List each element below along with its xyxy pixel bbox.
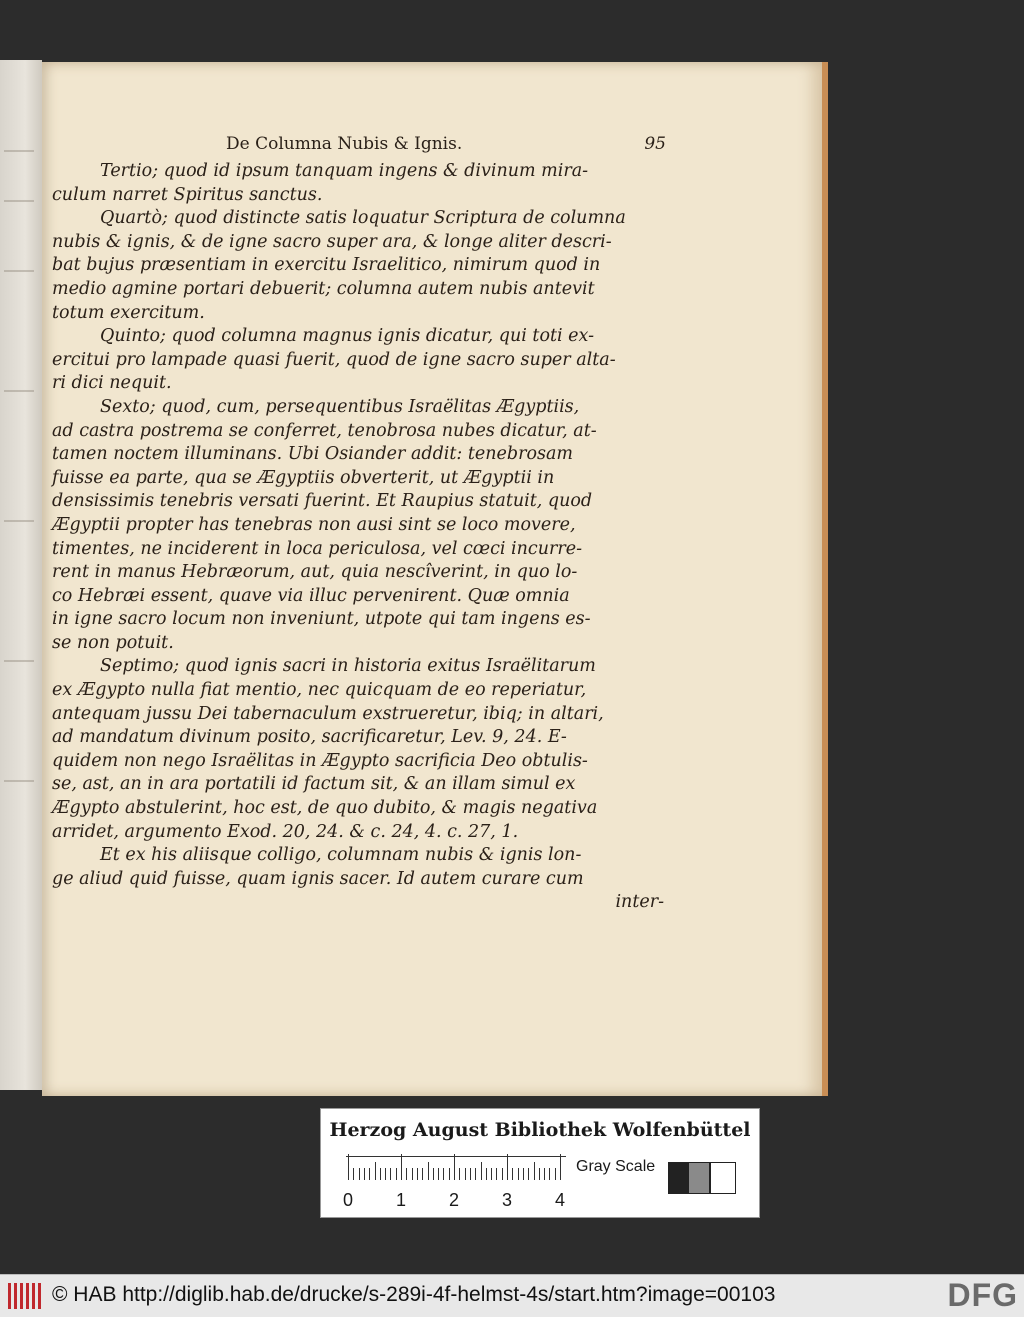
text-line: culum narret Spiritus sanctus.	[52, 184, 323, 205]
ruler-tick	[544, 1168, 545, 1180]
text-line: ercitui pro lampade quasi fuerit, quod de igne sacro super alta-	[52, 349, 616, 370]
ruler-tick	[518, 1168, 519, 1180]
text-line: quidem non nego Israëlitas in Ægypto sacrificia Deo obtulis-	[52, 750, 588, 771]
text-line: fuisse ea parte, qua se Ægyptiis obverterit, ut Ægyptii in	[52, 467, 555, 488]
text-line: bat bujus præsentiam in exercitu Israelitico, nimirum quod in	[52, 255, 601, 276]
text-line: timentes, ne inciderent in loca periculosa, vel cœci incurre-	[52, 538, 582, 559]
library-name: Herzog August Bibliothek Wolfenbüttel	[329, 1119, 751, 1141]
folio-number: 95	[644, 134, 666, 154]
ruler-tick	[470, 1168, 471, 1180]
ruler-number: 4	[555, 1190, 566, 1210]
page-text	[52, 160, 664, 915]
running-title: De Columna Nubis & Ignis.	[226, 134, 463, 154]
gray-scale-label: Gray Scale	[576, 1158, 656, 1175]
ruler-tick	[496, 1168, 497, 1180]
ruler-tick	[406, 1168, 407, 1180]
ruler-tick	[539, 1168, 540, 1180]
text-line: co Hebræi essent, quave via illuc pervenirent. Quæ omnia	[52, 585, 570, 606]
text-line: ri dici nequit.	[52, 373, 172, 394]
ruler-tick	[502, 1168, 503, 1180]
text-line: ex Ægypto nulla fiat mentio, nec quicquam de eo reperiatur,	[52, 680, 587, 701]
text-line: Quartò; quod distincte satis loquatur Scriptura de columna	[100, 208, 626, 229]
text-line: nubis & ignis, & de igne sacro super ara, & longe aliter descri-	[52, 231, 612, 252]
ruler-tick	[523, 1168, 524, 1180]
source-link[interactable]: © HAB http://diglib.hab.de/drucke/s-289i-4f-helmst-4s/start.htm?image=00103	[52, 1283, 776, 1306]
ruler-tick	[422, 1168, 423, 1180]
ruler-tick	[465, 1168, 466, 1180]
ruler-tick	[396, 1168, 397, 1180]
viewer-footer	[0, 1274, 1024, 1317]
ruler-tick	[359, 1168, 360, 1180]
text-line: ge aliud quid fuisse, quam ignis sacer. Id autem curare cum	[52, 868, 584, 889]
ruler-number: 0	[343, 1190, 354, 1210]
text-line: Ægypto abstulerint, hoc est, de quo dubito, & magis negativa	[52, 798, 598, 819]
text-line: antequam jussu Dei tabernaculum exstrueretur, ibiq; in altari,	[52, 703, 604, 724]
ruler-tick	[528, 1168, 529, 1180]
ruler-tick	[380, 1168, 381, 1180]
ruler-tick	[549, 1168, 550, 1180]
ruler-tick	[417, 1168, 418, 1180]
text-line: se non potuit.	[52, 632, 174, 653]
ruler-scale	[346, 1156, 566, 1157]
ruler-tick	[428, 1162, 429, 1180]
text-line: ad castra postrema se conferret, tenobrosa nubes dicatur, at-	[52, 420, 597, 441]
ruler-number: 1	[396, 1190, 407, 1210]
ruler-tick	[481, 1162, 482, 1180]
text-line: ad mandatum divinum posito, sacrificaretur, Lev. 9, 24. E-	[52, 727, 567, 748]
gray-swatch-white	[710, 1162, 736, 1194]
ruler-tick	[353, 1168, 354, 1180]
ruler-tick	[486, 1168, 487, 1180]
text-line: totum exercitum.	[52, 302, 205, 323]
running-head	[226, 134, 666, 154]
hab-logo-icon	[8, 1283, 42, 1309]
text-line: tamen noctem illuminans. Ubi Osiander addit: tenebrosam	[52, 444, 574, 465]
text-line: Sexto; quod, cum, persequentibus Israëlitas Ægyptiis,	[100, 396, 580, 417]
ruler-tick	[433, 1168, 434, 1180]
text-line: rent in manus Hebræorum, aut, quia nescîverint, in quo lo-	[52, 562, 578, 583]
ruler-tick	[390, 1168, 391, 1180]
text-line: Tertio; quod id ipsum tanquam ingens & divinum mira-	[100, 161, 589, 181]
ruler-tick	[348, 1154, 349, 1180]
ruler-tick	[364, 1168, 365, 1180]
ruler-tick	[512, 1168, 513, 1180]
ruler-tick	[401, 1154, 402, 1180]
text-line: Septimo; quod ignis sacri in historia exitus Israëlitarum	[100, 656, 596, 677]
ruler-number: 2	[449, 1190, 460, 1210]
ruler-tick	[412, 1168, 413, 1180]
ruler-tick	[475, 1168, 476, 1180]
ruler-tick	[454, 1154, 455, 1180]
ruler-tick	[385, 1168, 386, 1180]
ruler-tick	[438, 1168, 439, 1180]
text-line: arridet, argumento Exod. 20, 24. & c. 24, 4. c. 27, 1.	[52, 821, 519, 842]
ruler-number: 3	[502, 1190, 513, 1210]
gray-swatch-mid	[688, 1162, 710, 1194]
text-line: densissimis tenebris versati fuerint. Et Raupius statuit, quod	[52, 491, 593, 512]
ruler-tick	[375, 1162, 376, 1180]
ruler-tick	[560, 1154, 561, 1180]
catchword: inter-	[615, 892, 664, 913]
text-line: in igne sacro locum non inveniunt, utpote qui tam ingens es-	[52, 609, 591, 630]
ruler-tick	[443, 1168, 444, 1180]
text-line: medio agmine portari debuerit; columna autem nubis antevit	[52, 278, 595, 299]
ruler-tick	[555, 1168, 556, 1180]
text-line: se, ast, an in ara portatili id factum sit, & an illam simul ex	[52, 774, 576, 795]
text-line: Ægyptii propter has tenebras non ausi sint se loco movere,	[52, 514, 576, 535]
ruler-tick	[449, 1168, 450, 1180]
ruler-tick	[491, 1168, 492, 1180]
ruler-tick	[507, 1154, 508, 1180]
ruler-tick	[369, 1168, 370, 1180]
dfg-logo: DFG	[947, 1277, 1018, 1313]
ruler-tick	[459, 1168, 460, 1180]
gray-swatch-black	[668, 1162, 688, 1194]
facing-page-edge	[0, 60, 42, 1090]
ruler-tick	[534, 1162, 535, 1180]
text-line: Et ex his aliisque colligo, columnam nubis & ignis lon-	[100, 845, 582, 866]
text-line: Quinto; quod columna magnus ignis dicatur, qui toti ex-	[100, 326, 595, 347]
